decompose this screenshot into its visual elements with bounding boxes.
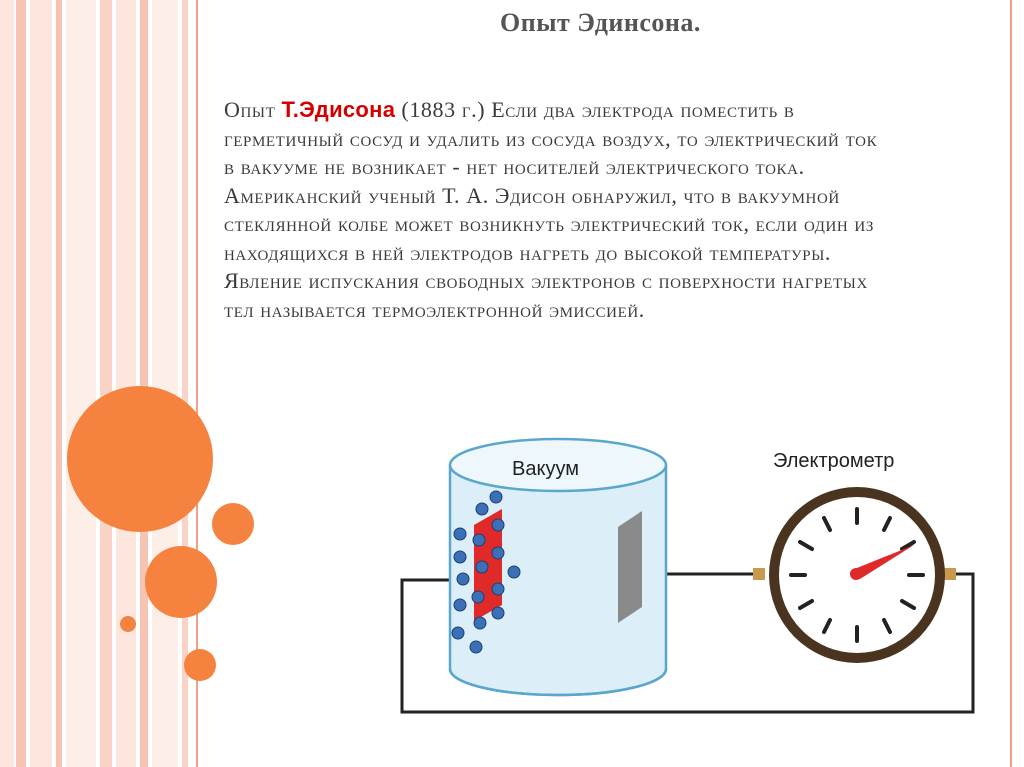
electrometer-label: Электрометр xyxy=(773,450,895,472)
body-text-start: Опыт xyxy=(224,97,282,122)
decorative-circle-tiny xyxy=(120,616,136,632)
slide-title: Опыт Эдинсона. xyxy=(500,8,701,37)
decorative-circle-mid xyxy=(145,546,217,618)
vacuum-label: Вакуум xyxy=(512,458,579,480)
edison-experiment-diagram xyxy=(390,437,1024,747)
body-text-name: Т.Эдисона xyxy=(281,97,396,122)
decorative-circle-medium xyxy=(212,503,254,545)
slide-body-text xyxy=(224,96,884,324)
diagram-svg xyxy=(390,437,1024,747)
decorative-circle-small xyxy=(184,649,216,681)
electrometer-gauge xyxy=(753,487,956,663)
anode-plate xyxy=(618,511,642,623)
decorative-circle-large xyxy=(67,386,213,532)
decorative-stripes xyxy=(0,0,200,767)
body-text-rest: (1883 г.) Если два электрода поместить в герметичный сосуд и удалить из сосуда воздух, то электрический ток в вакууме не возникает - нет носителей электрического тока. Американский ученый Т. А. Эдисон обнаружил, что в вакуумной стеклянной колбе может возникнуть электрический ток, если один из находящихся в ней электродов нагреть до высокой температуры. Явление испускания свободных электронов с поверхности нагретых тел называется термоэлектронной эмиссией. xyxy=(224,97,878,322)
